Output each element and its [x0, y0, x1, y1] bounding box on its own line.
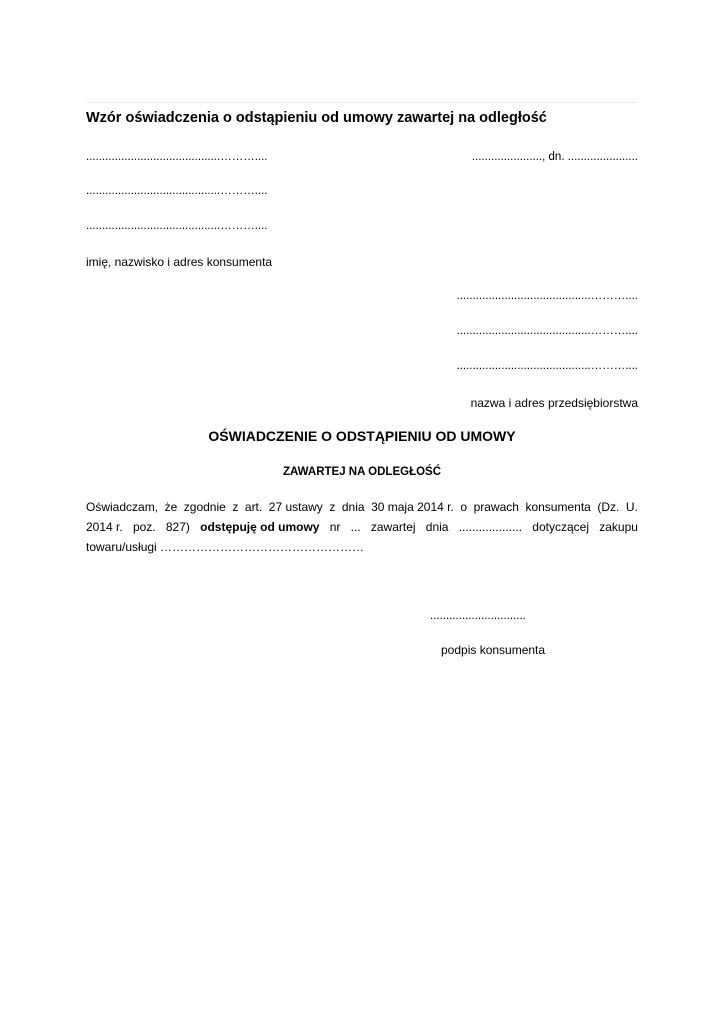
statement-word: dnia — [341, 500, 365, 514]
consumer-line-3: ..........................................……….... — [86, 220, 268, 232]
statement-line-1 — [86, 497, 638, 517]
document-page — [86, 0, 638, 1024]
signature-caption: podpis konsumenta — [441, 643, 546, 657]
statement-word: towaru/usługi …………………………………………… — [86, 540, 365, 554]
statement-word: (Dz. — [597, 500, 620, 514]
statement-word: art. — [244, 500, 263, 514]
consumer-caption: imię, nazwisko i adres konsumenta — [86, 255, 273, 269]
statement-word: z — [232, 500, 239, 514]
statement-word: 827) — [165, 520, 190, 534]
document-title: Wzór oświadczenia o odstąpieniu od umowy zawartej na odległość — [86, 110, 547, 126]
statement-word: zawartej — [370, 520, 416, 534]
statement-word: zakupu — [599, 520, 638, 534]
statement-word: dnia — [425, 520, 449, 534]
statement-word: U. — [625, 500, 638, 514]
statement-word: 27 ustawy — [268, 500, 323, 514]
signature-line: .............................. — [430, 610, 526, 622]
statement-heading: OŚWIADCZENIE O ODSTĄPIENIU OD UMOWY — [208, 428, 516, 444]
statement-line-3 — [86, 537, 638, 557]
statement-word: Oświadczam, — [86, 500, 159, 514]
statement-bold-phrase: odstępuję od umowy — [200, 520, 320, 534]
business-line-1: ..........................................……….... — [456, 290, 638, 302]
statement-word: 2014 r. — [86, 520, 123, 534]
statement-word: poz. — [132, 520, 156, 534]
business-line-3: ..........................................……….... — [456, 360, 638, 372]
statement-word: konsumenta — [525, 500, 591, 514]
business-line-2: ..........................................……….... — [456, 325, 638, 337]
consumer-line-2: ..........................................……….... — [86, 185, 268, 197]
statement-word: 30 maja 2014 r. — [371, 500, 454, 514]
statement-word: ... — [350, 520, 361, 534]
statement-word: nr — [329, 520, 341, 534]
statement-word: że — [164, 500, 178, 514]
statement-word: z — [329, 500, 336, 514]
statement-line-2 — [86, 517, 638, 537]
statement-word: zgodnie — [183, 500, 226, 514]
top-divider — [86, 102, 638, 103]
statement-subheading: ZAWARTEJ NA ODLEGŁOŚĆ — [282, 466, 442, 478]
statement-word: o — [460, 500, 468, 514]
statement-word: ................... — [458, 520, 523, 534]
statement-word: dotyczącej — [532, 520, 589, 534]
statement-word: prawach — [473, 500, 519, 514]
business-caption: nazwa i adres przedsiębiorstwa — [470, 396, 638, 410]
statement-paragraph — [86, 497, 638, 557]
consumer-line-1: ..........................................……….... — [86, 151, 268, 163]
place-date-line: ......................, dn. ...................... — [471, 151, 638, 163]
